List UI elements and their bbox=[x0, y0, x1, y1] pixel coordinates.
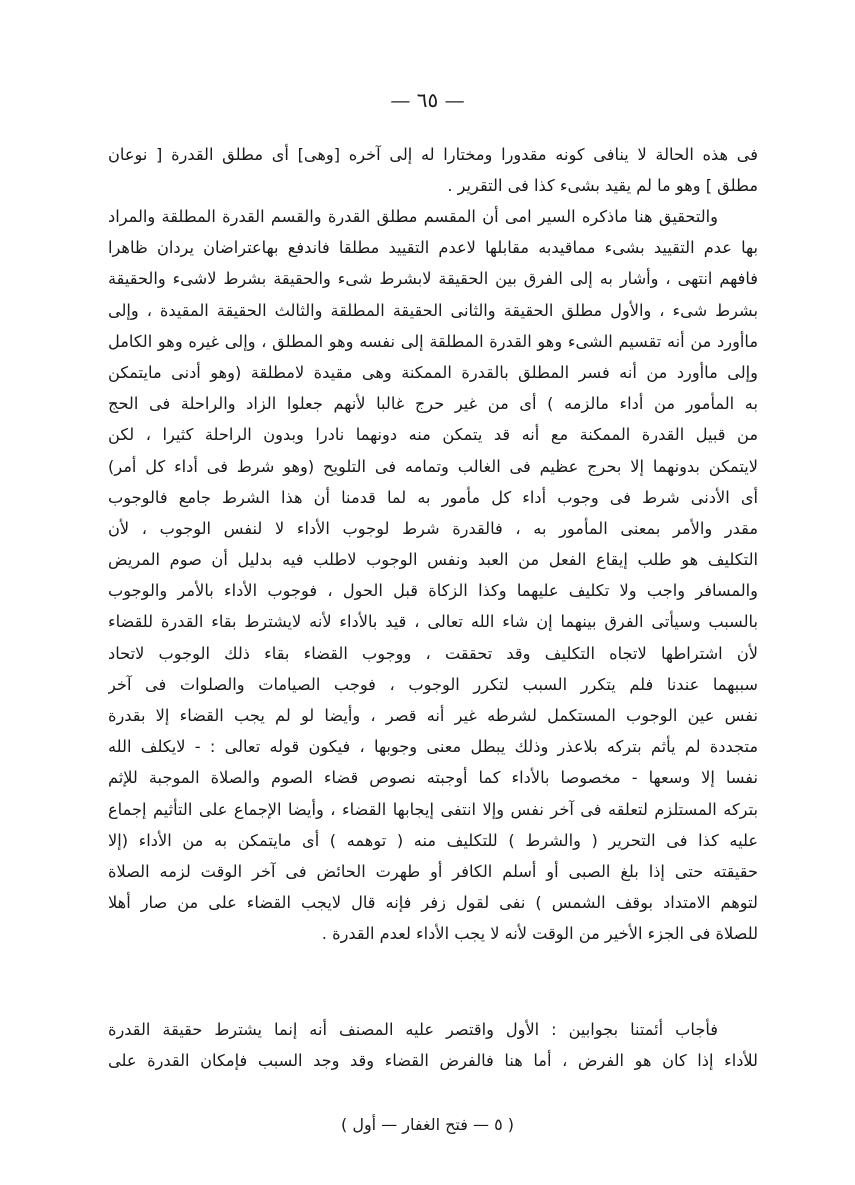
page-number: — ٦٥ — bbox=[390, 88, 465, 112]
text-line: فافهم انتهى ، وأشار به إلى الفرق بين الحقيقة لابشرط شىء والحقيقة بشرط لاشىء والحقيقة bbox=[108, 269, 758, 289]
text-line: لتوهم الامتداد بوقف الشمس ) نفى لقول زفر فإنه قال لايجب القضاء على من صار أهلا bbox=[108, 893, 758, 913]
text-line: التكليف هو طلب إيقاع الفعل من العبد ونفس الوجوب لاطلب فيه بدليل أن صوم المريض bbox=[108, 550, 758, 570]
text-line: بالسبب وسيأتى الفرق بينهما إن شاء الله تعالى ، قيد بالأداء لأنه لايشترط بقاء القدرة للقضاء bbox=[108, 612, 758, 632]
text-line: بها عدم التقييد بشىء مماقيدبه مقابلها لاعدم التقييد مطلقا فاندفع بهاعتراضان يردان ظاهرا bbox=[108, 238, 758, 258]
text-line: وإلى ماأورد من أنه فسر المطلق بالقدرة الممكنة وهى مقيدة لامطلقة (وهو أدنى مايتمكن bbox=[108, 362, 758, 382]
text-line: ماأورد من أنه تقسيم الشىء وهو القدرة المطلقة إلى نفسه وهو المطلق ، وإلى غيره وهو الكامل bbox=[108, 331, 758, 351]
text-line: مطلق ] وهو ما لم يقيد بشىء كذا فى التقرير . bbox=[447, 176, 758, 196]
text-line: مقدر والأمر بمعنى المأمور به ، فالقدرة شرط لوجوب الأداء لا لنفس الوجوب ، لأن bbox=[108, 518, 758, 538]
text-line: نفسا إلا وسعها - مخصوصا بالأداء كما أوجبته نصوص قضاء الصوم والصلاة الموجبة للإثم bbox=[108, 768, 758, 788]
text-line: به المأمور من أداء مالزمه ) أى من غير حرج غالبا لأنهم جعلوا الزاد والراحلة فى الحج bbox=[108, 394, 758, 414]
text-line: والمسافر واجب ولا تكليف عليهما وكذا الزكاة قبل الحول ، فوجوب الأداء بالأمر والوجوب bbox=[108, 581, 758, 601]
paragraph-3 bbox=[108, 1014, 758, 1076]
text-line: متجددة لم يأثم بتركه بلاعذر وذلك يبطل معنى وجوبها ، فيكون قوله تعالى : - لايكلف الله bbox=[108, 737, 758, 757]
text-line: أى الأدنى شرط فى وجوب أداء كل مأمور به لما قدمنا أن هذا الشرط جامع فالوجوب bbox=[108, 487, 758, 507]
footer-signature: ( ٥ — فتح الغفار — أول ) bbox=[340, 1115, 514, 1134]
text-line: فى هذه الحالة لا ينافى كونه مقدورا ومختارا له إلى آخره [وهى] أى مطلق القدرة [ نوعان bbox=[108, 145, 758, 164]
paragraph-2 bbox=[108, 201, 758, 950]
text-line: فأجاب أئمتنا بجوابين : الأول واقتصر عليه المصنف أنه إنما يشترط حقيقة القدرة bbox=[108, 1020, 718, 1039]
text-line: عليه كذا فى التحرير ( والشرط ) للتكليف منه ( توهمه ) أى مايتمكن به من الأداء (إلا bbox=[108, 830, 758, 850]
text-line: نفس عين الوجوب المستكمل لشرطه غير أنه قصر ، وأيضا لو لم يجب القضاء إلا بقدرة bbox=[108, 706, 758, 725]
text-line: لايتمكن بدونهما إلا بحرج عظيم فى الغالب وتمامه فى التلويح (وهو شرط فى أداء كل أمر) bbox=[108, 456, 758, 476]
text-line: للصلاة فى الجزء الأخير من الوقت لأنه لا يجب الأداء لعدم القدرة . bbox=[321, 924, 758, 944]
text-line: بتركه المستلزم لتعلقه فى آخر نفس وإلا انتفى إيجابها القضاء ، وأيضا الإجماع على التأثيم إجماع bbox=[108, 799, 758, 819]
text-line: من قبيل القدرة الممكنة مع أنه قد يتمكن منه دونهما نادرا وبدون الراحلة كثيرا ، لكن bbox=[108, 425, 758, 445]
text-line: لأن اشتراطها لاتجاه التكليف وقد تحققت ، ووجوب القضاء بقاء ذلك الوجوب لاتحاد bbox=[108, 643, 758, 663]
text-line: بشرط شىء ، والأول مطلق الحقيقة والثانى الحقيقة المطلقة والثالث الحقيقة المقيدة ، وإلى bbox=[108, 300, 758, 320]
text-line: حقيقته حتى إذا بلغ الصبى أو أسلم الكافر أو طهرت الحائض فى آخر الوقت لزمه الصلاة bbox=[108, 861, 758, 881]
text-line: والتحقيق هنا ماذكره السير امى أن المقسم مطلق القدرة والقسم القدرة المطلقة والمراد bbox=[108, 207, 718, 226]
text-line: للأداء إذا كان هو الفرض ، أما هنا فالفرض القضاء وقد وجد السبب فإمكان القدرة على bbox=[108, 1051, 758, 1071]
paragraph-1 bbox=[108, 139, 758, 201]
text-line: سببهما عندنا فلم يتكرر السبب لتكرر الوجوب ، فوجب الصيامات والصلوات فى آخر bbox=[108, 674, 758, 694]
